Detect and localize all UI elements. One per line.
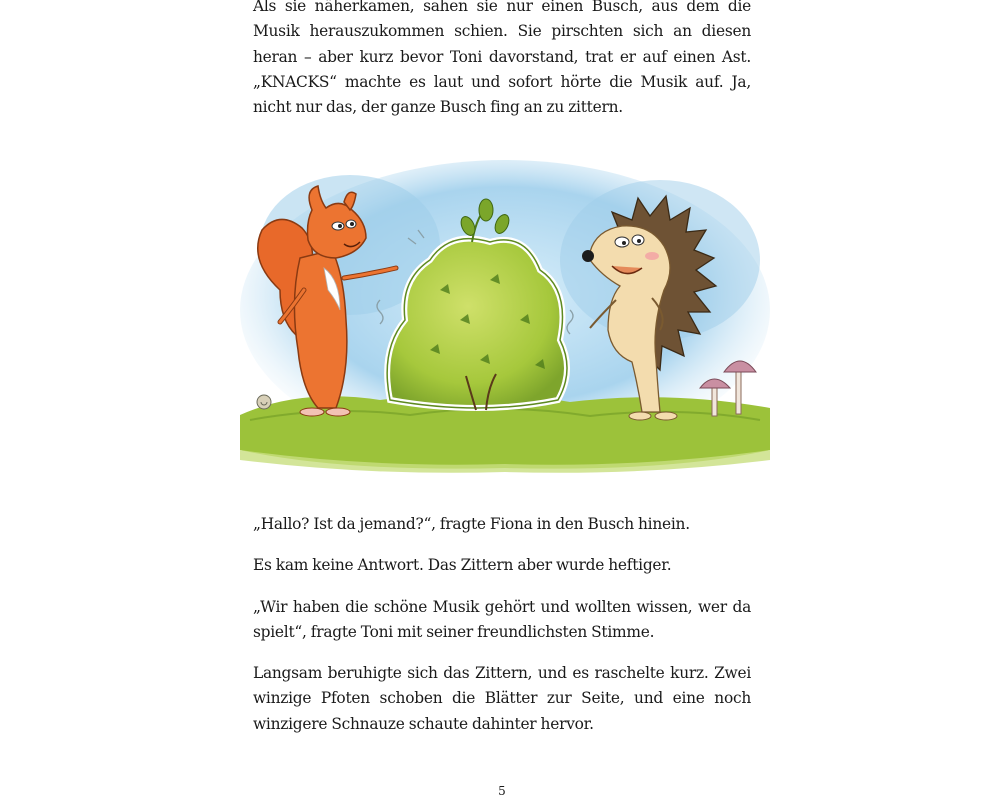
paragraph-fiona-question: „Hallo? Ist da jemand?“, fragte Fiona in den Busch hinein. <box>253 515 690 533</box>
page-number: 5 <box>498 784 506 798</box>
snail-shell <box>257 395 271 409</box>
paragraph-intro: Als sie näherkamen, sahen sie nur einen Busch, aus dem die Musik herauszukommen schien. Sie pirschten sich an diesen heran – aber kurz bevor Toni davorstand, trat er auf einen Ast. „KNACKS“ machte es laut und sofort hörte die Musik auf. Ja, nicht nur das, der ganze Busch fing an zu zittern. <box>253 0 751 117</box>
paragraph-no-answer: Es kam keine Antwort. Das Zittern aber wurde heftiger. <box>253 556 672 574</box>
paragraph-paws: Langsam beruhigte sich das Zittern, und es raschelte kurz. Zwei winzige Pfoten schoben die Blätter zur Seite, und eine noch winzigere Schnauze schaute dahinter hervor. <box>253 664 751 733</box>
illustration-squirrel-bush-hedgehog <box>240 150 770 480</box>
paragraph-toni-question: „Wir haben die schöne Musik gehört und wollten wissen, wer da spielt“, fragte Toni mit seiner freundlichsten Stimme. <box>253 598 751 642</box>
